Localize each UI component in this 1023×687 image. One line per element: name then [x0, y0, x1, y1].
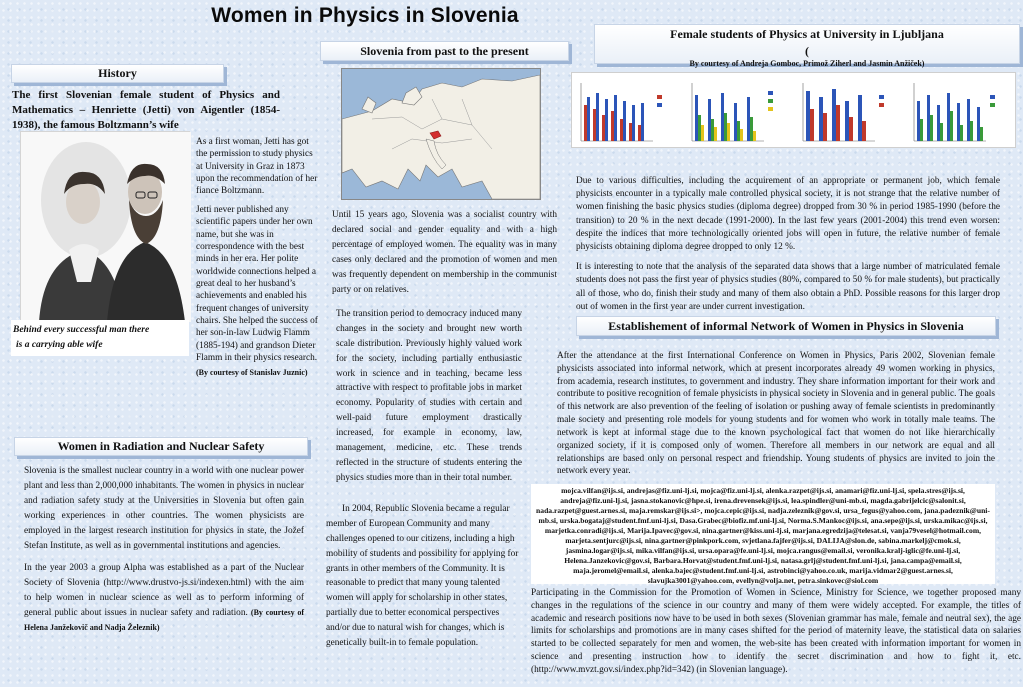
network-para2: Participating in the Commission for the Promotion of Women in Science, Ministry for Science, we together proposed many changes in the regulations of the science in our country and many of them were widely accepted. For example, the titles of academic and research positions now have to be used in both sexes (Slovenian grammar has male, female and neutral sex), the age limits for scholarships and promotions are in many cases shifted for the period of maternity leave, the statistical data on salaries started to be collected separately for men and women, the web-site has been created with information important for women in science and presenting instruction how to identify the secret discrimination and how to fight it, etc. (http://www.mvzt.gov.si/index.php?id=342) (in Slovenian language). [531, 588, 1021, 675]
bar-chart-icon [797, 75, 901, 147]
students-subheading-line [595, 44, 1019, 68]
europe-map-icon [342, 69, 540, 199]
past-heading: Slovenia from past to the present [360, 44, 529, 58]
past-heading-bar [320, 41, 569, 61]
students-para2: It is interesting to note that the analysis of the separated data shows that a large number of matriculated female students does not pass the first year of physics studies (80%, compared to 50 % for male students), but practically all of those, who do, finish their study and many of them also obtain a PhD. Possible reasons for this larger drop out of women in the first year are under current investigation. [576, 262, 1000, 312]
bar-chart-icon [908, 75, 1012, 147]
students-heading-bar [594, 24, 1020, 68]
photo-caption-line2: is a carrying able wife [16, 339, 103, 350]
radiation-heading: Women in Radiation and Nuclear Safety [57, 439, 265, 453]
history-para1: As a first woman, Jetti has got the permission to study physics at University in Graz in 1873 upon the recommendation of her fiance Boltzmann. [196, 137, 318, 197]
network-para1: After the attendance at the first International Conference on Women in Physics, Paris 2002, Slovenian female physicists associated into informal network, which at present incorporates already 49 women working in physics, from academia, research institutes, to government and industry. They share information important for their work and contribute to positive recognition of female physicists in physical society in Slovenia and in general public. The goals of this network are also prevention of the feeling of isolation or pushing away of female scientists in predominantly male society and presenting role models for young students and for women who work in totally male teams. The network is kept at informal stage due to the known psychological fact that women do not like hierarchically organized society, if it is composed only of women. Therefore all members in our network are equal and all relationships are based only on personal respect and friendship. Young students of physics are invited to join the network every year. [557, 351, 995, 477]
bar-chart-icon [575, 75, 679, 147]
photo-caption-line1: Behind every successful man there [13, 325, 150, 335]
network-heading: Establishement of informal Network of Women in Physics in Slovenia [608, 319, 964, 333]
past-para3: In 2004, Republic Slovenia became a regular member of European Community and many challenges opened to our citizens, including a high mobility of students and possibility for applying for grants in other members of the Community. It is reasonable to predict that many young talented women will apply for scholarship in other states, partially due to better economical perspectives and/or due to natural wish for changes, which is genetically built-in to female population. [326, 504, 519, 648]
network-heading-bar [576, 316, 996, 336]
students-subheading: By courtesy of Andreja Gomboc, Primož Ziherl and Jasmin Anžiček) [689, 59, 925, 68]
bar-chart-icon [686, 75, 790, 147]
history-credit: (By courtesy of Stanislav Juznic) [196, 368, 308, 378]
radiation-para2 [24, 561, 304, 636]
students-text [576, 175, 1000, 320]
portrait-photo-icon [21, 132, 191, 322]
portrait-photo [20, 131, 190, 321]
history-lead: The first Slovenian female student of Physics and Mathematics – Henriette (Jetti) von Aigentler (1854-1938), the famous Boltzmann’s wife [12, 89, 280, 132]
past-para1: Until 15 years ago, Slovenia was a socialist country with declared social and gender equality and with a high percentage of employed women. The equality was in many cases only declared and the promotion of women and men was frequently dependent on membership in the communist party or on relatives. [332, 210, 557, 296]
poster-title: Women in Physics in Slovenia [211, 4, 519, 27]
students-charts [571, 72, 1016, 148]
photo-caption [11, 320, 189, 356]
students-heading: Female students of Physics at University in Ljubljana [670, 27, 944, 41]
radiation-credit: (By courtesy of Helena Janžekovič and Nadja Železnik) [24, 608, 305, 633]
students-para1: Due to various difficulties, including the acquirement of an appropriate or permanent job, which female physicists encounter in a typically male controlled physical society, it is not strange that the relative number of women finishing the basic physics studies (diploma degree) dropped from 30 % in period 1985-1990 (before the transition) to 20 % in the next decade (1991-2000). In the last few years (2001-2004) this trend even worsen: despite the indices that more technologically oriented jobs will open in future, the relative number of female physicists obtaining diploma degree dropped to only 12 %. [576, 176, 1000, 252]
history-heading: History [98, 66, 137, 80]
students-subheading-open: ( [805, 44, 809, 58]
radiation-para2-text: In the year 2003 a group Alpha was established as a part of the Nuclear Society of Slovenia (http://www.drustvo-js.si/indexen.html) with the aim to help women in nuclear science as well as to perform informing of general public about issues in nuclear safety and radiation. [24, 563, 304, 619]
radiation-text [24, 464, 304, 643]
history-text [196, 136, 319, 379]
past-para2: The transition period to democracy induced many changes in the society and brought new worth scale distribution. Previously highly valued work for the society, including partially enthusiastic work in science and in teaching, became less attractive with respect to profitable jobs in market economy. Popularity of studies with certain and well-paid future employment drastically increased, for example in economy, law, management, medicine, etc. These trends reflected in the structure of students entering the physics studies more than in their total number. [336, 309, 522, 483]
history-heading-bar [11, 64, 224, 83]
radiation-para1: Slovenia is the smallest nuclear country in a world with one nuclear power plant and less than 2,000,000 inhabitants. The women in physics in nuclear and radiation safety study at the Universities in Slovenia but often gain working experiences in other countries. The women physicists are employed in the largest research institution for physics in state, the Jožef Stefan Institute, as well as in governmental institutions and agencies. [24, 466, 304, 552]
radiation-heading-bar [14, 437, 308, 456]
history-para2: Jetti never published any scientific papers under her own name, but she was in correspondence with the best minds in her era. Her polite worldwide connections helped a great deal to her husband’s achievements and enabled his frequent changes of university chairs. She helped the success of her son-in-law Ludwig Flamm (1885-194) and grandson Dieter Flamm in their physics research. [196, 204, 318, 364]
europe-map [341, 68, 541, 200]
network-email-list: mojca.vilfan@ijs.si, andrejas@fiz.uni-lj.si, mojca@fiz.uni-lj.si, alenka.razpet@ijs.si, anamari@fiz.uni-lj.si, spela.stres@ijs.si, andreja@fiz.uni-lj.si, jasna.stokanovic@hpe.si, irena.drevensek@ijs.si, lea.spindler@uni-mb.si, magda.gabrijelcic@salonit.si, nada.razpet@guest.arnes.si, maja.remskar@ijs.si>, mojca.cepic@ijs.si, nadja.zeleznik@gov.si, ursa_fegus@yahoo.com, jana.padeznik@uni-mb.si, urska.bogataj@student.fmf.uni-lj.si, Dasa.Grabec@biofiz.mf.uni-lj.si, Norma.S.Mankoc@ijs.si, ana.sepe@ijs.si, urska.mikac@ijs.si, marjetka.conradi@ijs.si, Marija.Ipavec@gov.si, nina.gartner@kiss.uni-lj.si, marjana.egredzija@telesat.si, vanja79vesel@hotmail.com, marjeta.sentjurc@ijs.si, nina.gartner@pinkpork.com, svjetlana.fajfer@ijs.si, DALIJA@slon.de, sabina.markelj@cmok.si, jasmina.logar@ijs.si, mika.vilfan@ijs.si, ursa.opara@fe.uni-lj.si, mojca.rangus@email.si, veronika.kralj-iglic@fe.uni-lj.si, Helena.Janzekovic@gov.si, Barbara.Horvat@student.fmf.uni-lj.si, natasa.grlj@student.fmf.uni-lj.si, jana.campa@email.si, maja.jeromel@email.si, alenka.bajec@student.fmf.uni-lj.si, astrobinci@yahoo.co.uk, marija.vidmar2@guest.arnes.si, slavujka3001@yahoo.com, evellyn@volja.net, petra.sinkovec@siol.com [531, 484, 995, 584]
